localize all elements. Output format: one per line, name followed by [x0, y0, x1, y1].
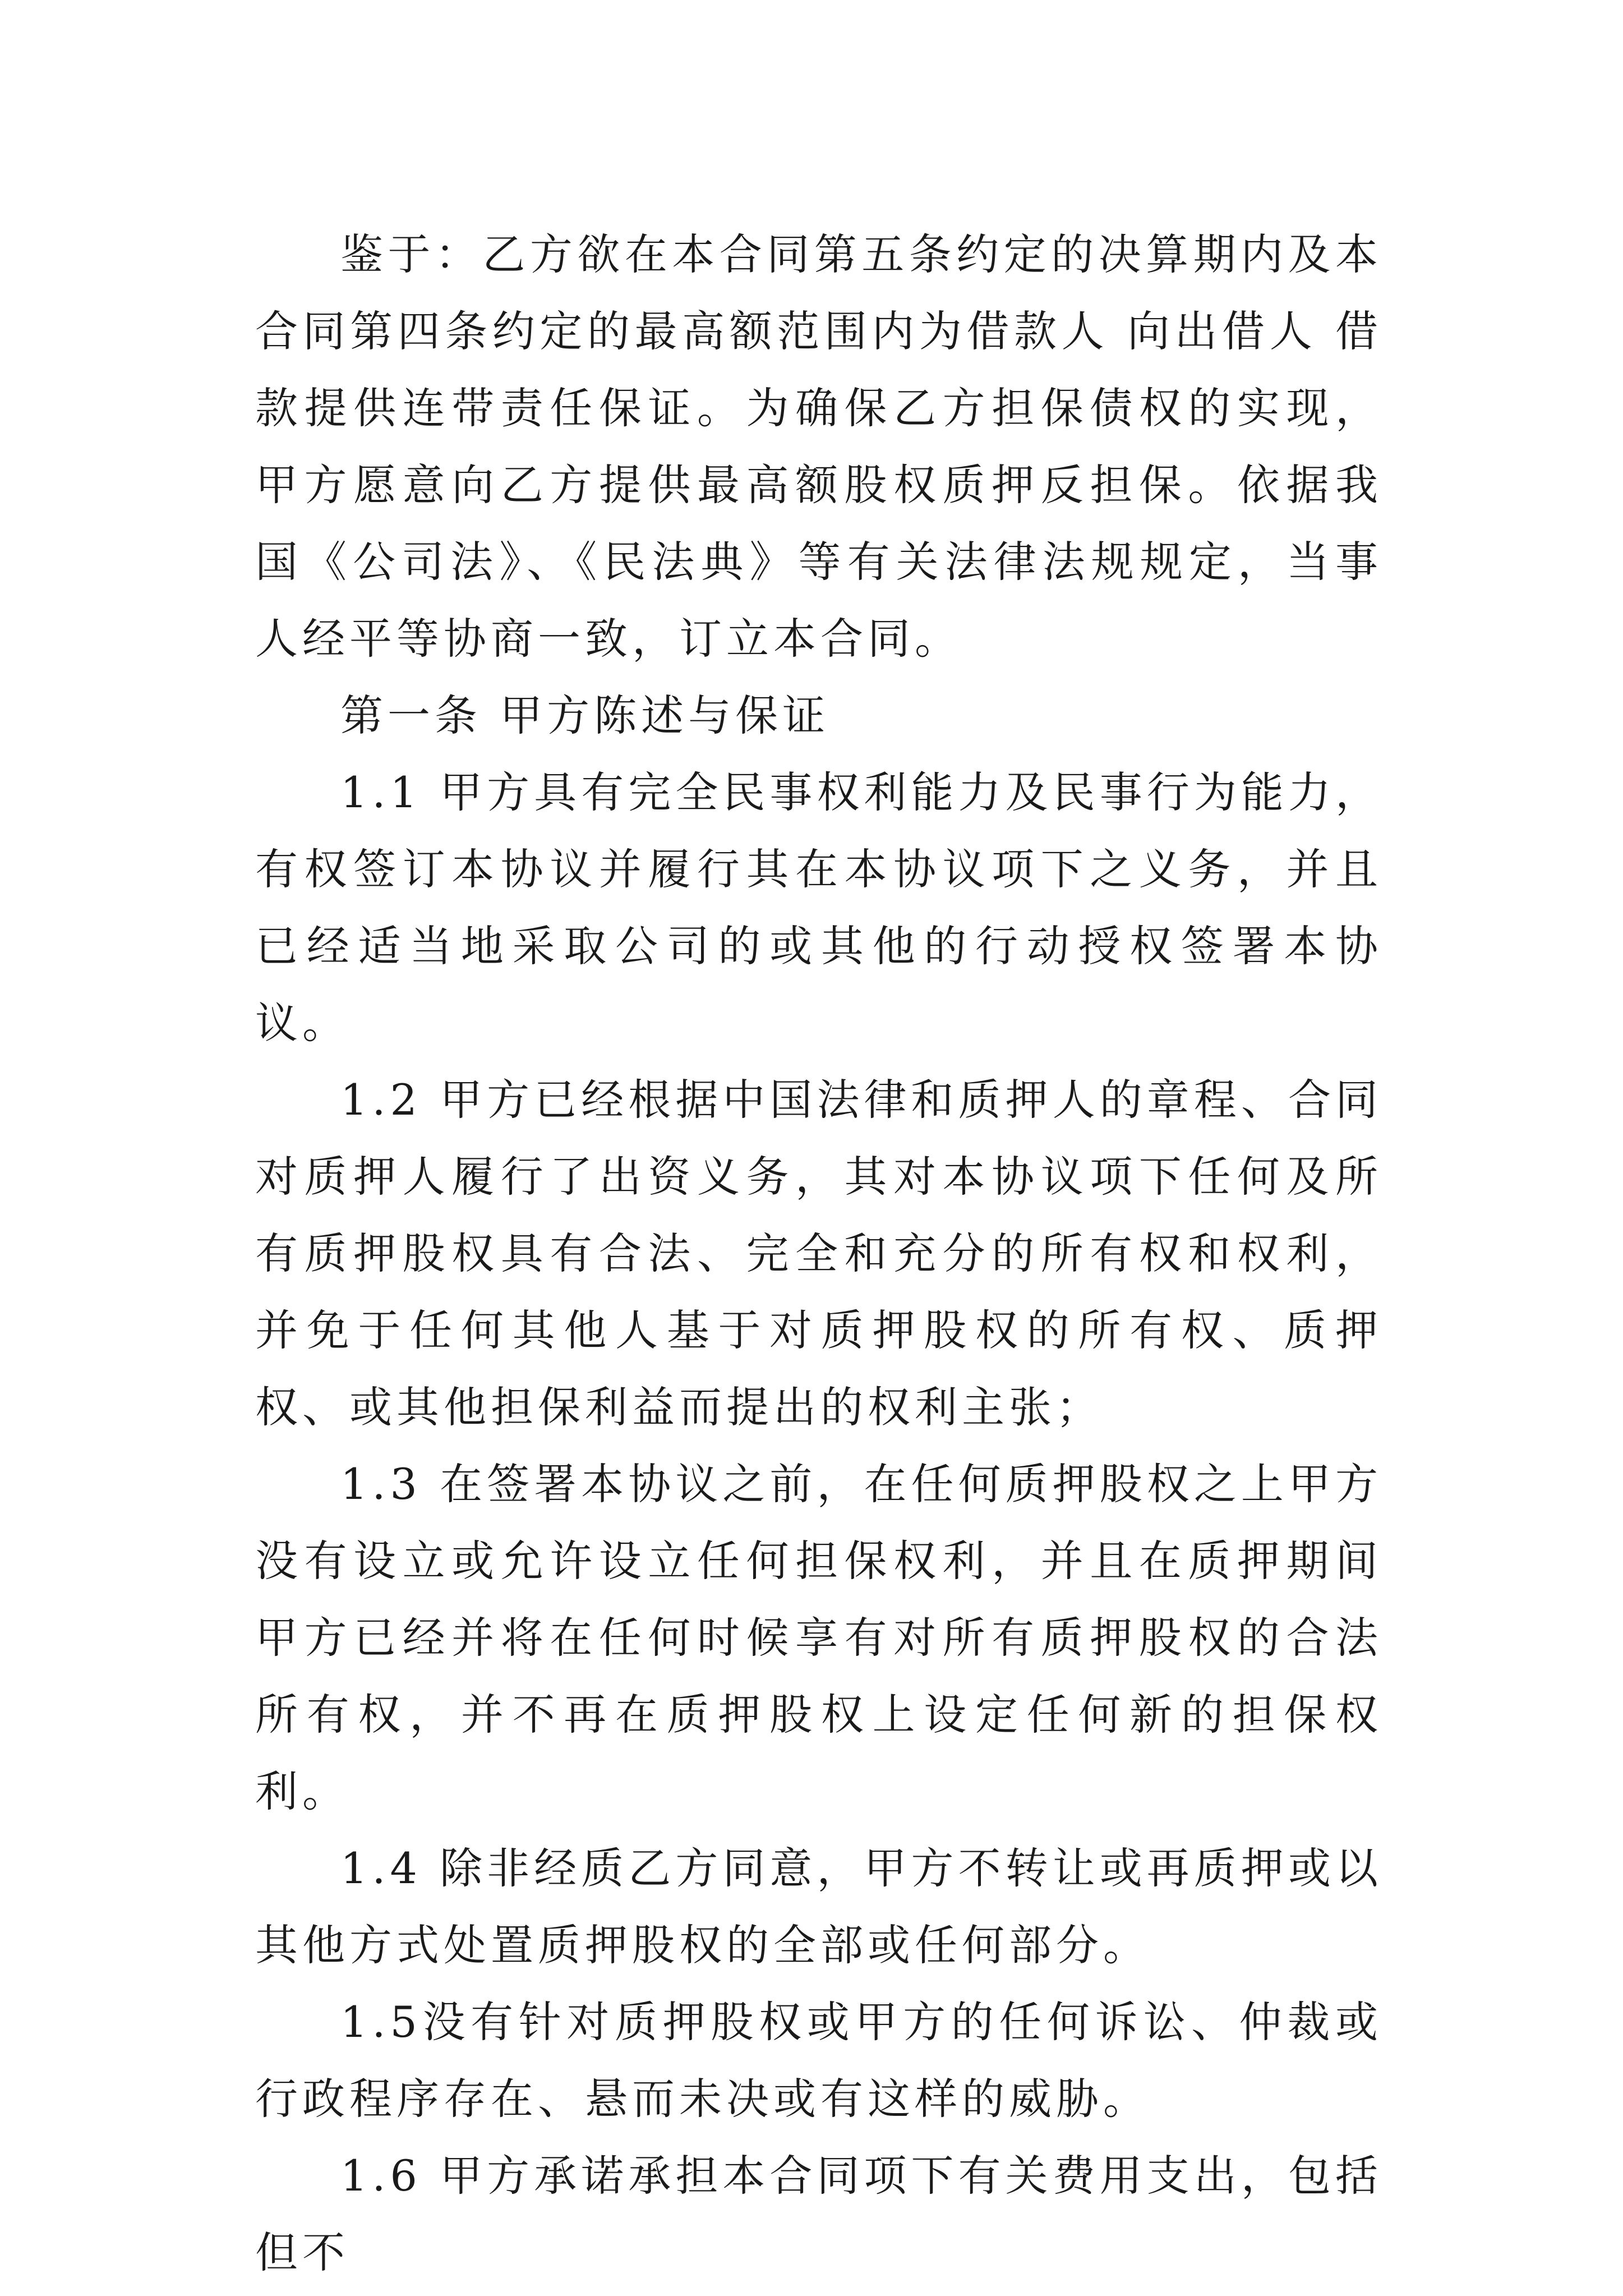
document-body [255, 216, 1382, 2291]
clause-1-5: 1.5没有针对质押股权或甲方的任何诉讼、仲裁或行政程序存在、悬而未决或有这样的威胁。 [255, 1997, 1382, 2124]
clause-1-1: 1.1 甲方具有完全民事权利能力及民事行为能力，有权签订本协议并履行其在本协议项下之义务，并且已经适当地采取公司的或其他的行动授权签署本协议。 [255, 767, 1382, 1048]
clause-1-6: 1.6 甲方承诺承担本合同项下有关费用支出，包括但不 [255, 2151, 1382, 2277]
clause-1-4: 1.4 除非经质乙方同意，甲方不转让或再质押或以其他方式处置质押股权的全部或任何部分。 [255, 1843, 1382, 1970]
clause-1-2: 1.2 甲方已经根据中国法律和质押人的章程、合同对质押人履行了出资义务，其对本协议项下任何及所有质押股权具有合法、完全和充分的所有权和权利，并免于任何其他人基于对质押股权的所有权、质押权、或其他担保利益而提出的权利主张； [255, 1075, 1382, 1432]
clause-1-3: 1.3 在签署本协议之前，在任何质押股权之上甲方没有设立或允许设立任何担保权利，并且在质押期间甲方已经并将在任何时候享有对所有质押股权的合法所有权，并不再在质押股权上设定任何新的担保权利。 [255, 1459, 1382, 1816]
heading-article-1: 第一条 甲方陈述与保证 [340, 691, 830, 740]
paragraph-preamble: 鉴于：乙方欲在本合同第五条约定的决算期内及本合同第四条约定的最高额范围内为借款人 向出借人 借款提供连带责任保证。为确保乙方担保债权的实现，甲方愿意向乙方提供最高额股权质押反担保。依据我国《公司法》、《民法典》等有关法律法规规定，当事人经平等协商一致，订立本合同。 [255, 229, 1382, 664]
